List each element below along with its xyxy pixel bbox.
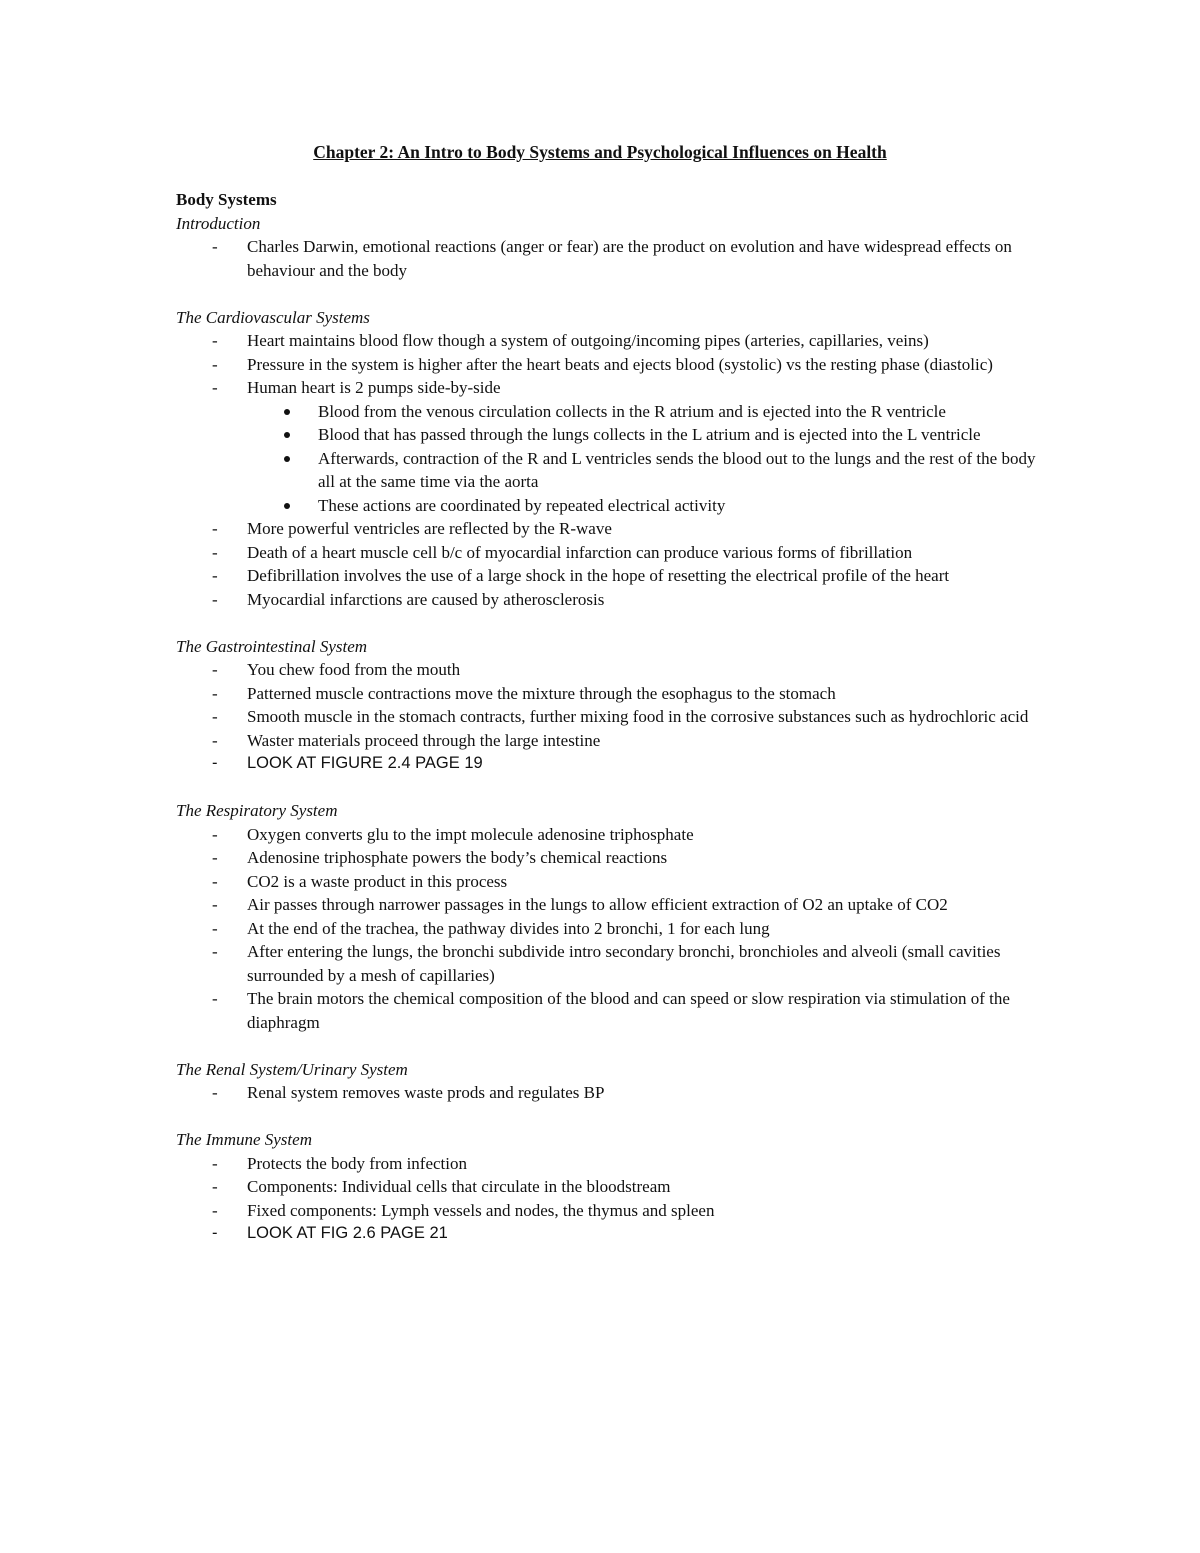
list-item: - Heart maintains blood flow though a system of outgoing/incoming pipes (arteries, capillaries, veins) <box>176 329 1036 353</box>
list-item: - Protects the body from infection <box>176 1152 1036 1176</box>
list-item-text: Human heart is 2 pumps side-by-side <box>247 378 501 397</box>
immune-list <box>176 1152 1036 1246</box>
list-item: - Defibrillation involves the use of a large shock in the hope of resetting the electrical profile of the heart <box>176 564 1036 588</box>
gastro-list <box>176 658 1036 776</box>
list-item: - You chew food from the mouth <box>176 658 1036 682</box>
subheading-immune: The Immune System <box>176 1130 312 1149</box>
bullet-item: Blood that has passed through the lungs collects in the L atrium and is ejected into the L ventricle <box>176 423 1036 447</box>
resp-list <box>176 823 1036 1035</box>
list-item <box>176 376 1036 517</box>
bullet-item: Blood from the venous circulation collects in the R atrium and is ejected into the R ventricle <box>176 400 1036 424</box>
renal-list <box>176 1081 1036 1105</box>
list-item-figure-ref: - LOOK AT FIGURE 2.4 PAGE 19 <box>176 752 1036 776</box>
list-item: - Pressure in the system is higher after the heart beats and ejects blood (systolic) vs the resting phase (diastolic) <box>176 353 1036 377</box>
list-item: - Components: Individual cells that circulate in the bloodstream <box>176 1175 1036 1199</box>
list-item: - The brain motors the chemical composition of the blood and can speed or slow respiration via stimulation of the diaphragm <box>176 987 1036 1034</box>
list-item: - More powerful ventricles are reflected by the R-wave <box>176 517 1036 541</box>
subheading-respiratory: The Respiratory System <box>176 801 338 820</box>
cardio-sublist <box>247 400 1036 518</box>
document-body <box>176 188 1036 1246</box>
subheading-cardiovascular: The Cardiovascular Systems <box>176 307 370 327</box>
list-item: - After entering the lungs, the bronchi subdivide intro secondary bronchi, bronchioles and alveoli (small cavities surrounded by a mesh of capillaries) <box>176 940 1036 987</box>
intro-list <box>176 235 1036 282</box>
subheading-renal: The Renal System/Urinary System <box>176 1059 408 1079</box>
list-item: - Air passes through narrower passages in the lungs to allow efficient extraction of O2 an uptake of CO2 <box>176 893 1036 917</box>
list-item: - Myocardial infarctions are caused by atherosclerosis <box>176 588 1036 612</box>
list-item: - At the end of the trachea, the pathway divides into 2 bronchi, 1 for each lung <box>176 917 1036 941</box>
subheading-introduction: Introduction <box>176 213 261 233</box>
page-title: Chapter 2: An Intro to Body Systems and Psychological Influences on Health <box>313 142 887 162</box>
list-item: - Patterned muscle contractions move the mixture through the esophagus to the stomach <box>176 682 1036 706</box>
list-item: - Death of a heart muscle cell b/c of myocardial infarction can produce various forms of fibrillation <box>176 541 1036 565</box>
bullet-item: These actions are coordinated by repeated electrical activity <box>176 494 1036 518</box>
bullet-item: Afterwards, contraction of the R and L ventricles sends the blood out to the lungs and the rest of the body all at the same time via the aorta <box>176 447 1036 494</box>
list-item: - Charles Darwin, emotional reactions (anger or fear) are the product on evolution and have widespread effects on behaviour and the body <box>176 235 1036 282</box>
list-item: - CO2 is a waste product in this process <box>176 870 1036 894</box>
list-item: - Adenosine triphosphate powers the body’s chemical reactions <box>176 846 1036 870</box>
list-item: - Smooth muscle in the stomach contracts, further mixing food in the corrosive substances such as hydrochloric acid <box>176 705 1036 729</box>
section-heading-body-systems: Body Systems <box>176 190 277 209</box>
list-item: - Waster materials proceed through the large intestine <box>176 729 1036 753</box>
list-item: - Fixed components: Lymph vessels and nodes, the thymus and spleen <box>176 1199 1036 1223</box>
subheading-gastrointestinal: The Gastrointestinal System <box>176 636 368 656</box>
cardio-list <box>176 329 1036 611</box>
list-item: - Oxygen converts glu to the impt molecule adenosine triphosphate <box>176 823 1036 847</box>
list-item: - Renal system removes waste prods and regulates BP <box>176 1081 1036 1105</box>
list-item-figure-ref: - LOOK AT FIG 2.6 PAGE 21 <box>176 1222 1036 1246</box>
